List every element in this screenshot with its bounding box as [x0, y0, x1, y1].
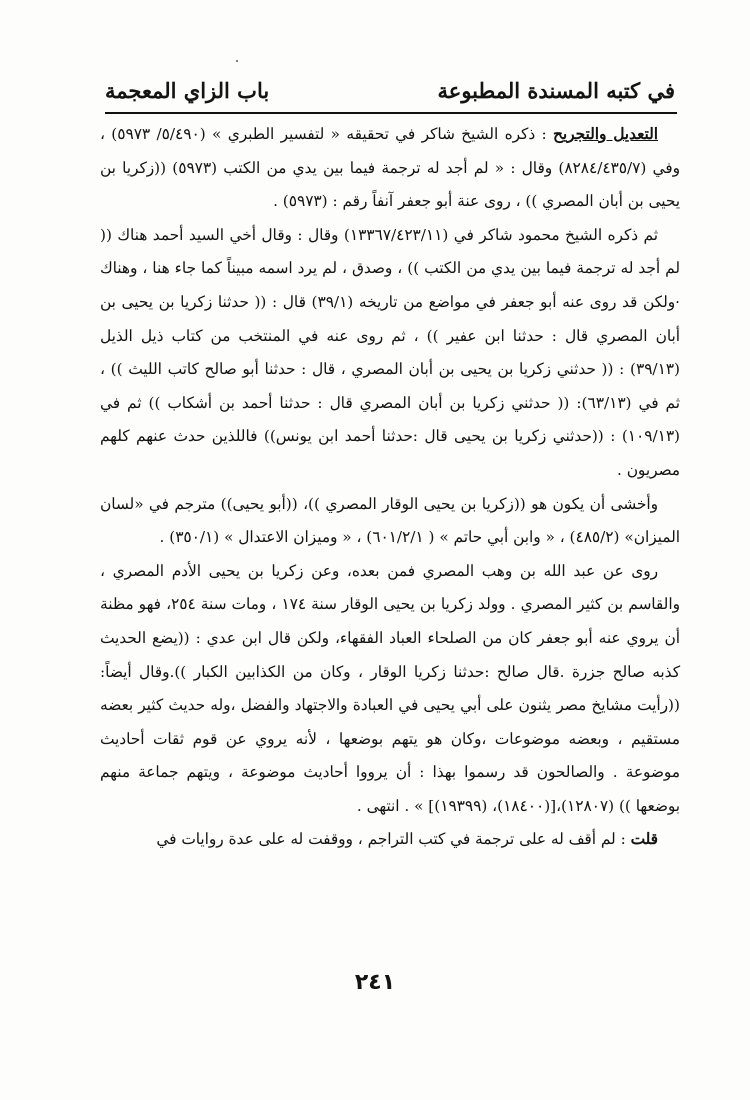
scan-speck [236, 60, 238, 62]
paragraph-2: ثم ذكره الشيخ محمود شاكر في (١٣٣٦٧/٤٢٣/١١) وقال : وقال أخي السيد أحمد هناك (( لم أجد له ترجمة فيما بين يدي من الكتب )) ، وصدق ، لم يرد اسمه مبيناً كما جاء هنا ، وهناك ·ولكن قد روى عنه أبو جعفر في مواضع من تاريخه (٣٩/١) قال : (( حدثنا زكريا بن يحيى بن أبان المصري قال : حدثنا ابن عفير )) ، ثم روى عنه في المنتخب من كتاب ذيل الذيل (٣٩/١٣) : (( حدثني زكريا بن يحيى بن أبان المصري ، قال : حدثنا أبو صالح كاتب الليث )) ، ثم في (٦٣/١٣): (( حدثني زكريا بن أبان المصري قال : حدثنا أحمد بن أشكاب )) ثم في (١٠٩/١٣) : ((حدثني زكريا بن يحيى قال :حدثنا أحمد ابن يونس)) فاللذين حدث عنهم كلهم مصريون . [100, 225, 680, 479]
header-rule [105, 112, 677, 114]
header-chapter-title: باب الزاي المعجمة [105, 78, 270, 103]
paragraph-4: روى عن عبد الله بن وهب المصري فمن بعده، وعن زكريا بن يحيى الأدم المصري ، والقاسم بن كثير المصري . وولد زكريا بن يحيى الوقار سنة ١٧٤ ، ومات سنة ٢٥٤، فهو مظنة أن يروي عنه أبو جعفر كان من الصلحاء العباد الفقهاء، ولكن قال ابن عدي : ((يضع الحديث كذبه صالح جزرة .قال صالح :حدثنا زكريا الوقار ، وكان من الكذابين الكبار )).وقال أيضاً: ((رأيت مشايخ مصر يثنون على أبي يحيى في العبادة والاجتهاد والفضل ،وله حديث كثير بعضه مستقيم ، وبعضه موضوعات ،وكان هو يتهم بوضعها ، لأنه يروي عن قوم ثقات أحاديث موضوعة . والصالحون قد رسموا بهذا : أن يرووا أحاديث موضوعة ، ويتهم جماعة منهم بوضعها )) (١٢٨٠٧)،[(١٨٤٠٠)، (١٩٣٩٩)] » . انتهى . [100, 561, 680, 815]
body-text [100, 118, 680, 857]
page-number: ٢٤١ [354, 970, 396, 995]
note-label: قلت [630, 830, 658, 849]
paragraph-1-text: : ذكره الشيخ شاكر في تحقيقه « لتفسير الطبري » (٥/٤٩٠/ ٥٩٧٣) ، وفي (٨٢٨٤/٤٣٥/٧) وقال : « لم أجد له ترجمة فيما بين يدي من الكتب (٥٩٧٣) ((زكريا بن يحيى بن أبان المصري )) ، روى عنة أبو جعفر آنفاً رقم : (٥٩٧٣) . [100, 125, 680, 211]
paragraph-3: وأخشى أن يكون هو ((زكريا بن يحيى الوقار المصري ))، ((أبو يحيى)) مترجم في «لسان الميزان» (٤٨٥/٢) ، « وابن أبي حاتم » ( ٦٠١/٢/١) ، « وميزان الاعتدال » (٣٥٠/١) . [100, 494, 680, 547]
paragraph-5 [100, 823, 680, 857]
header-section-title: في كتبه المسندة المطبوعة [437, 78, 675, 103]
paragraph-5-text: : لم أقف له على ترجمة في كتب التراجم ، ووقفت له على عدة روايات في [156, 830, 631, 849]
heading-label: التعديل والتجريح [553, 125, 658, 143]
paragraph-1 [100, 118, 680, 219]
running-header [105, 78, 675, 103]
